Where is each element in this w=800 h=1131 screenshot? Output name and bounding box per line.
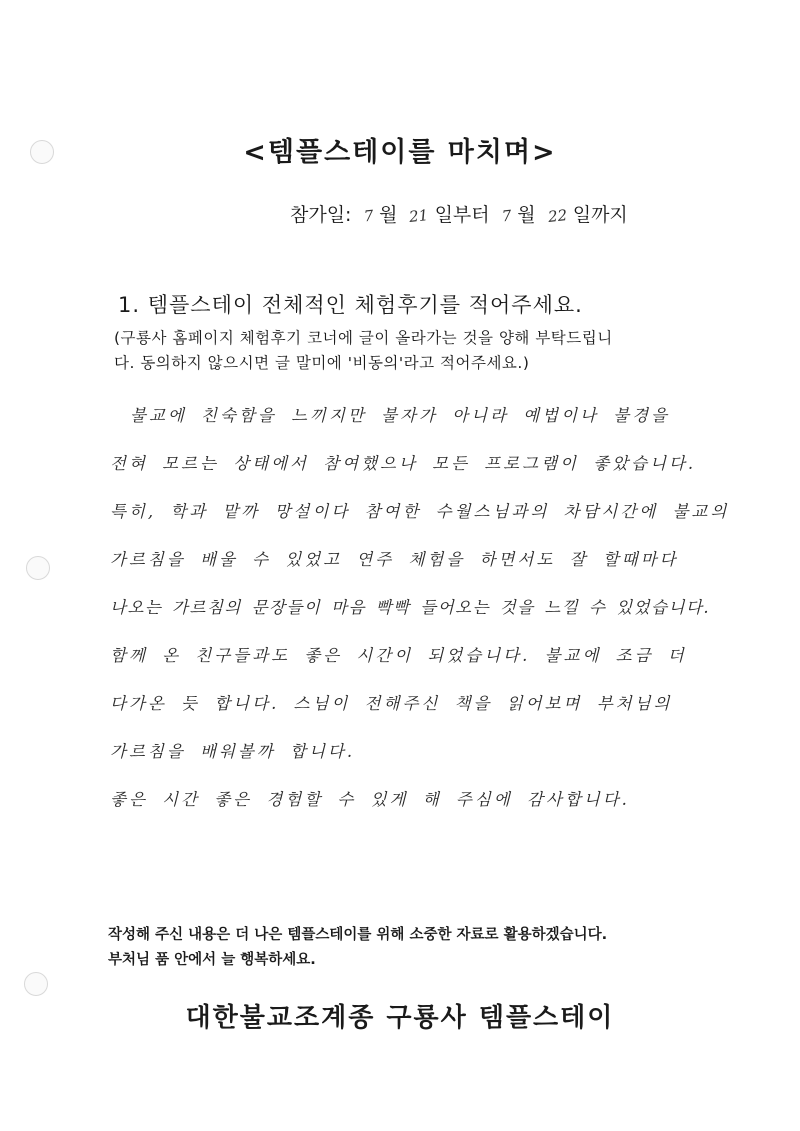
end-day-value: 22 bbox=[546, 206, 568, 226]
end-month-value: 7 bbox=[500, 206, 513, 226]
punch-hole-bottom bbox=[24, 972, 48, 996]
month-word: 월 bbox=[379, 204, 398, 226]
until-word: 일까지 bbox=[572, 204, 628, 226]
review-line: 함께 온 친구들과도 좋은 시간이 되었습니다. 불교에 조금 더 bbox=[110, 646, 687, 665]
start-day-value: 21 bbox=[408, 206, 430, 226]
consent-note-line: 다. 동의하지 않으시면 글 말미에 '비동의'라고 적어주세요.) bbox=[114, 354, 530, 372]
review-line: 좋은 시간 좋은 경험할 수 있게 해 주심에 감사합니다. bbox=[110, 790, 630, 809]
consent-note-line: (구룡사 홈페이지 체험후기 코너에 글이 올라가는 것을 양해 부탁드립니 bbox=[114, 329, 613, 347]
page-title: <템플스테이를 마치며> bbox=[243, 137, 557, 168]
closing-message bbox=[108, 923, 607, 973]
from-word: 일부터 bbox=[434, 204, 490, 226]
punch-hole-middle bbox=[26, 556, 50, 580]
handwritten-review bbox=[110, 398, 730, 830]
review-line: 가르침을 배울 수 있었고 연주 체험을 하면서도 잘 할때마다 bbox=[110, 550, 679, 569]
closing-message-line: 부처님 품 안에서 늘 행복하세요. bbox=[108, 952, 316, 968]
consent-note bbox=[114, 326, 694, 376]
review-line: 불교에 친숙함을 느끼지만 불자가 아니라 예법이나 불경을 bbox=[130, 406, 671, 425]
participation-dates bbox=[290, 200, 628, 227]
question-heading: 1. 템플스테이 전체적인 체험후기를 적어주세요. bbox=[118, 293, 583, 317]
review-line: 전혀 모르는 상태에서 참여했으나 모든 프로그램이 좋았습니다. bbox=[110, 454, 697, 473]
review-line: 나오는 가르침의 문장들이 마음 빡빡 들어오는 것을 느낄 수 있었습니다. bbox=[110, 598, 711, 617]
review-line: 특히, 학과 맡까 망설이다 참여한 수월스님과의 차담시간에 불교의 bbox=[110, 502, 730, 521]
closing-message-line: 작성해 주신 내용은 더 나은 템플스테이를 위해 소중한 자료로 활용하겠습니다. bbox=[108, 927, 608, 943]
month-word: 월 bbox=[517, 204, 536, 226]
start-month-value: 7 bbox=[362, 206, 374, 226]
temple-name: 대한불교조계종 구룡사 템플스테이 bbox=[185, 1003, 615, 1033]
participation-label: 참가일: bbox=[290, 204, 352, 226]
review-line: 다가온 듯 합니다. 스님이 전해주신 책을 읽어보며 부처님의 bbox=[110, 694, 673, 713]
review-line: 가르침을 배워볼까 합니다. bbox=[110, 742, 356, 761]
